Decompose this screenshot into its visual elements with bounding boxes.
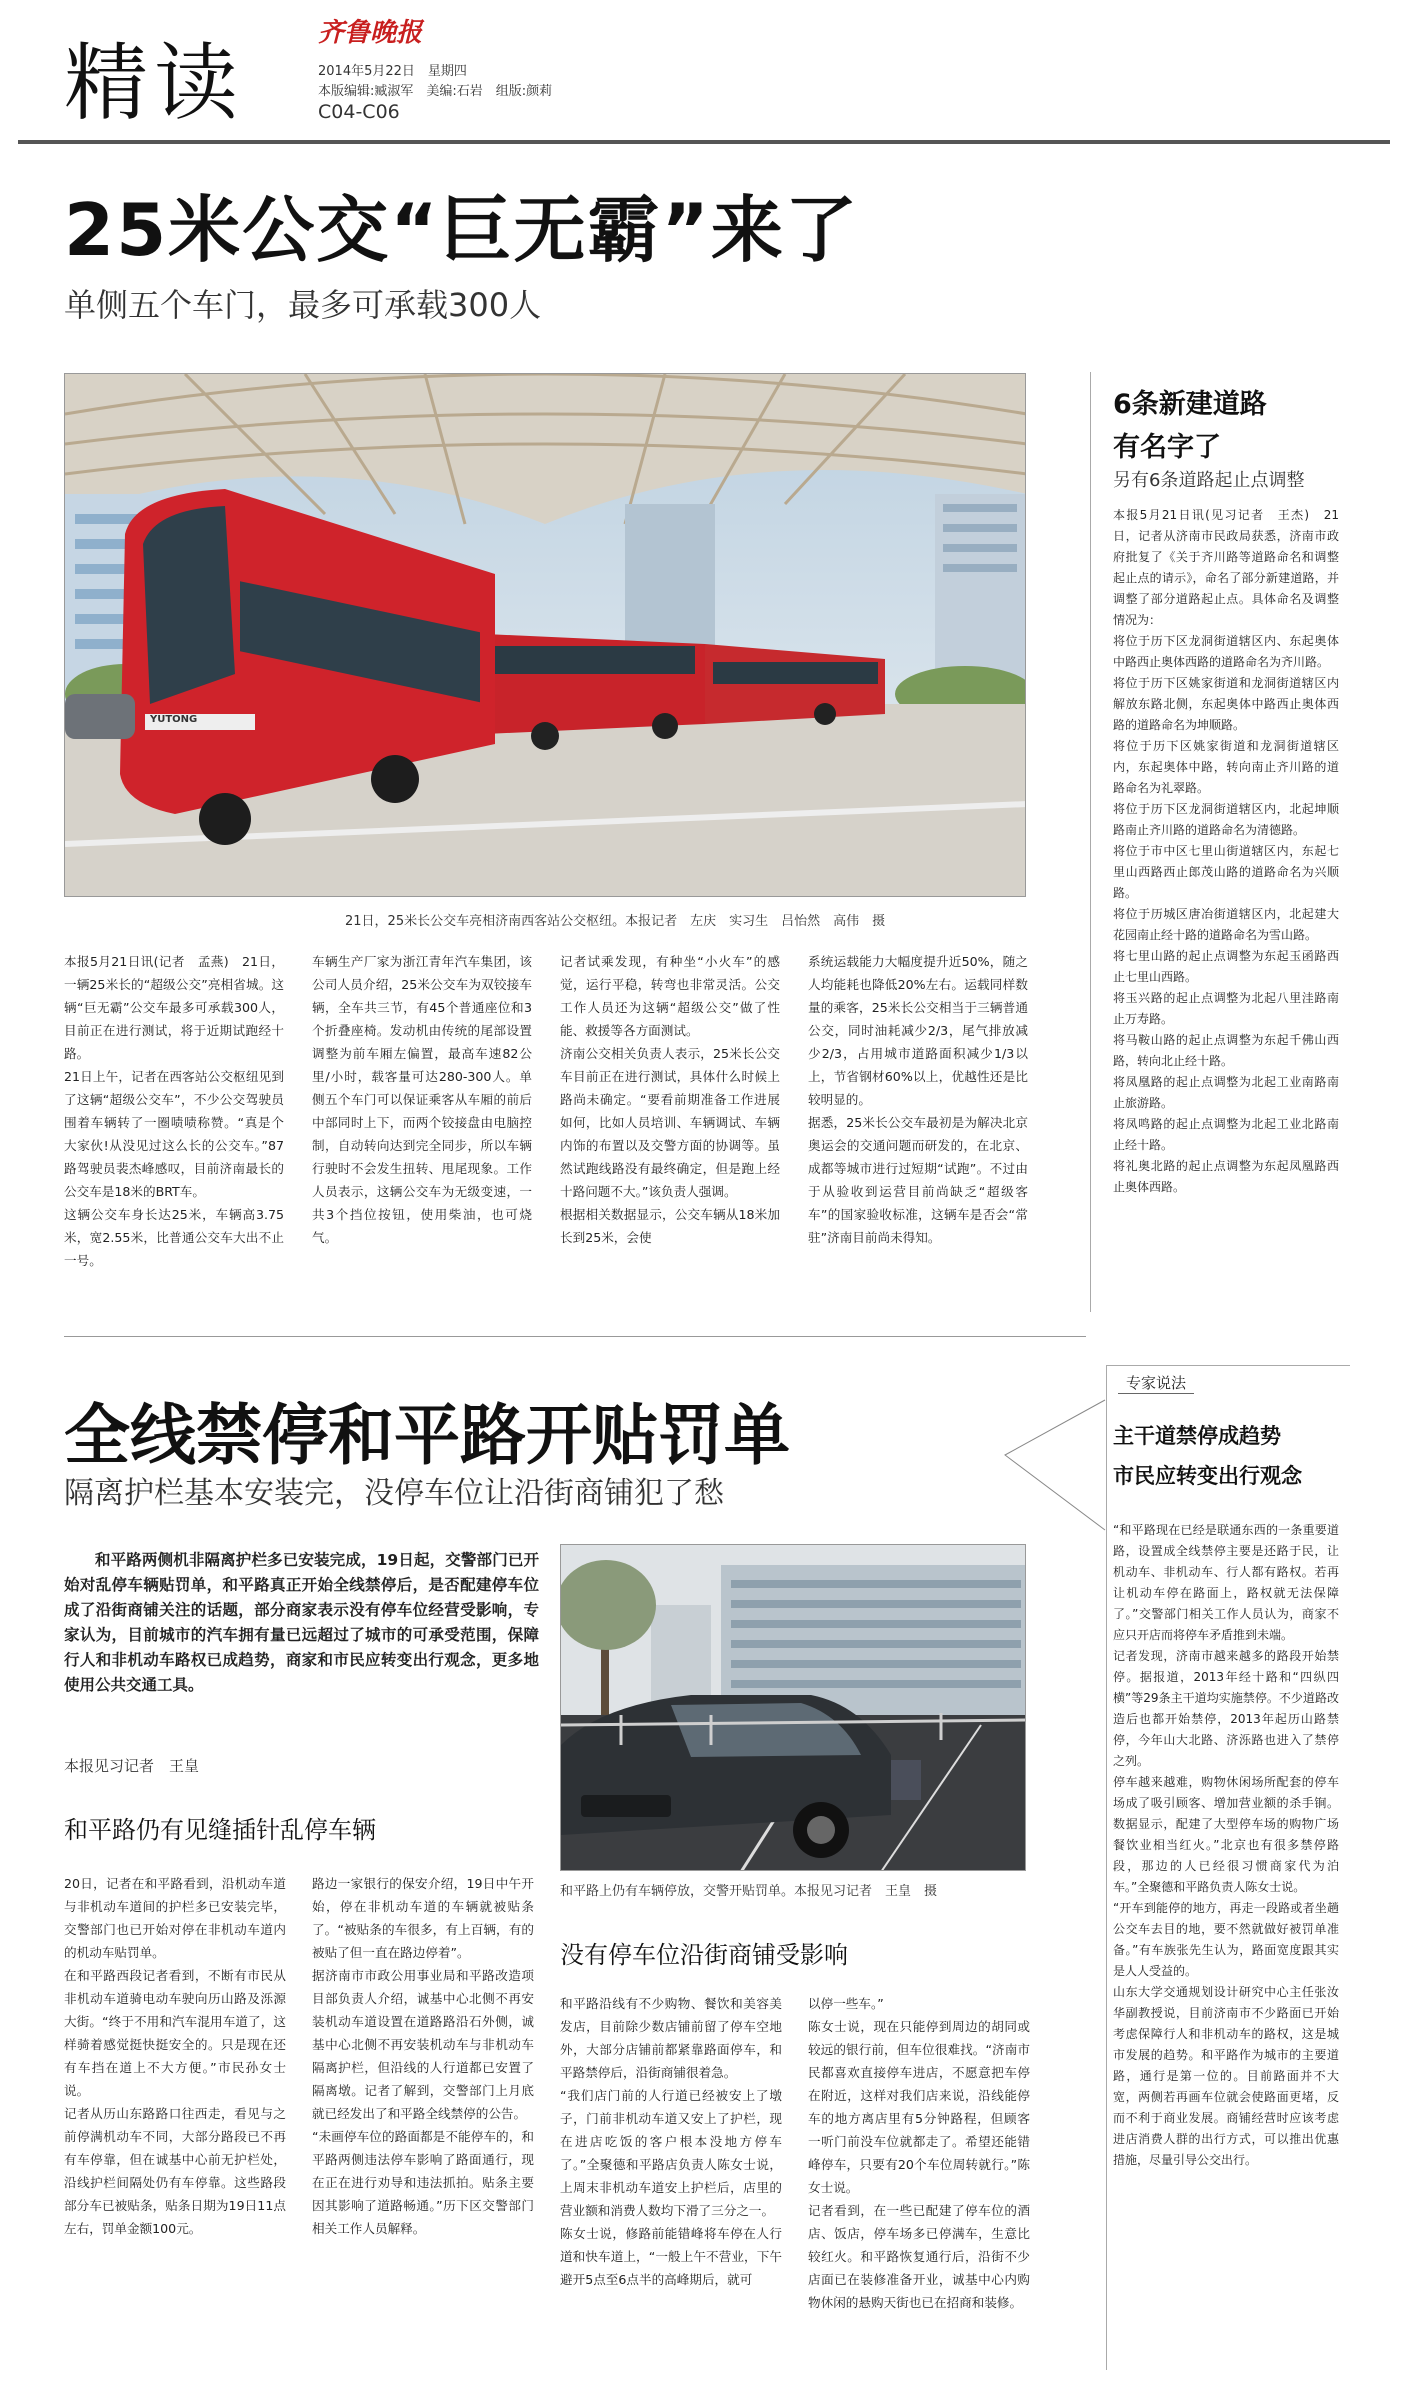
side1-body-text: 本报5月21日讯(见习记者 王杰) 21日，记者从济南市民政局获悉，济南市政府批复了《关于齐川路等道路命名和调整起止点的请示》，命名了部分新建道路，并调整了部分道路起止点。具体命名及调整情况为： 将位于历下区龙洞街道辖区内、东起奥体中路西止奥体西路的道路命名为齐川路。 将位于历下区姚家街道和龙洞街道辖区内解放东路北侧，东起奥体中路西止奥体西路的道路命名为坤顺路。 将位于历下区姚家街道和龙洞街道辖区内，东起奥体中路，转向南止齐川路的道路命名为礼翠路。 将位于历下区龙洞街道辖区内，北起坤顺路南止齐川路的道路命名为清德路。 将位于市中区七里山街道辖区内，东起七里山西路西止郎茂山路的道路命名为兴顺路。 将位于历城区唐冶街道辖区内，北起建大花园南止经十路的道路命名为雪山路。 将七里山路的起止点调整为东起玉函路西止七里山西路。 将玉兴路的起止点调整为北起八里洼路南止万寿路。 将马鞍山路的起止点调整为东起千佛山西路，转向北止经十路。 将凤凰路的起止点调整为北起工业南路南止旅游路。 将凤鸣路的起止点调整为北起工业北路南止经十路。 将礼奥北路的起止点调整为东起凤凰路西止奥体西路。 bbox=[1113, 508, 1339, 1194]
story1-headline: 25米公交“巨无霸”来了 bbox=[64, 188, 859, 272]
expert-body-text: “和平路现在已经是联通东西的一条重要道路，设置成全线禁停主要是还路于民，让机动车、非机动车、行人都有路权。若再让机动车停在路面上，路权就无法保障了。”交警部门相关工作人员认为，商家不应只开店而将停车矛盾推到未端。 记者发现，济南市越来越多的路段开始禁停。据报道，2013年经十路和“四纵四横”等29条主干道均实施禁停。不少道路改造后也都开始禁停，2013年起历山路禁停，今年山大北路、济泺路也进入了禁停之列。 停车越来越难，购物休闲场所配套的停车场成了吸引顾客、增加营业额的杀手锏。数据显示，配建了大型停车场的购物广场餐饮业相当红火。”北京也有很多禁停路段，那边的人已经很习惯商家代为泊车。”全聚德和平路负责人陈女士说。 “开车到能停的地方，再走一段路或者坐趟公交车去目的地，要不然就做好被罚单准备。”有车族张先生认为，路面宽度跟其实是人人受益的。 山东大学交通规划设计研究中心主任张汝华副教授说，目前济南市不少路面已开始考虑保障行人和非机动车的路权，这是城市发展的趋势。和平路作为城市的主要道路，通行是第一位的。目前路面并不大宽，两侧若再画车位就会使路面更堵，反而不利于商业发展。商铺经营时应该考虑进店消费人群的出行方式，可以推出优惠措施，尽量引导公交出行。 bbox=[1113, 1523, 1339, 2167]
story1-col-2-text: 车辆生产厂家为浙江青年汽车集团，该公司人员介绍，25米公交车为双铰接车辆，全车共三节，有45个普通座位和3个折叠座椅。发动机由传统的尾部设置调整为前车厢左偏置，最高车速82公里/小时，载客量可达280-300人。单侧五个车门可以保证乘客从车厢的前后中部同时上下，而两个铰接盘由电脑控制，自动转向达到完全同步，所以车辆行驶时不会发生扭转、甩尾现象。工作人员表示，这辆公交车为无级变速，一共3个挡位按钮，使用柴油，也可烧气。 bbox=[312, 954, 532, 1245]
story1-col-1 bbox=[64, 950, 284, 1350]
story1-subhead: 单侧五个车门，最多可承载300人 bbox=[64, 286, 542, 324]
bus-photo-illustration bbox=[65, 374, 1026, 897]
story2-subhead: 隔离护栏基本安装完，没停车位让沿街商铺犯了愁 bbox=[64, 1476, 724, 1511]
story2-section1-title: 和平路仍有见缝插针乱停车辆 bbox=[64, 1816, 376, 1844]
page-range: C04-C06 bbox=[318, 101, 400, 123]
story-divider bbox=[64, 1336, 1086, 1337]
story2-col-d bbox=[808, 1992, 1030, 2362]
expert-title-line1: 主干道禁停成趋势 bbox=[1113, 1424, 1281, 1448]
staff-credits: 本版编辑:臧淑军 美编:石岩 组版:颜莉 bbox=[318, 84, 553, 99]
story2-byline: 本报见习记者 王皇 bbox=[64, 1757, 200, 1775]
expert-body bbox=[1113, 1520, 1339, 2365]
car-photo bbox=[560, 1544, 1026, 1871]
bus-brand-text: YUTONG bbox=[150, 714, 198, 725]
story2-section2-title: 没有停车位沿街商铺受影响 bbox=[560, 1941, 848, 1969]
story2-col-b bbox=[312, 1872, 534, 2362]
story2-col-b-text: 路边一家银行的保安介绍，19日中午开始，停在非机动车道的车辆就被贴条了。“被贴条的车很多，有上百辆，有的被贴了但一直在路边停着”。 据济南市市政公用事业局和平路改造项目部负责人介绍，诚基中心北侧不再安装机动车道设置在道路路沿石外侧，诚基中心北侧不再安装机动车与非机动车隔离护栏，但沿线的人行道都已安置了隔离墩。记者了解到，交警部门上月底就已经发出了和平路全线禁停的公告。 “未画停车位的路面都是不能停车的，和平路两侧违法停车影响了路面通行，现在正在进行劝导和违法抓拍。贴条主要因其影响了道路畅通。”历下区交警部门相关工作人员解释。 bbox=[312, 1876, 534, 2236]
story1-col-4 bbox=[808, 950, 1028, 1350]
story2-col-d-text: 以停一些车。” 陈女士说，现在只能停到周边的胡同或较远的银行前，但车位很难找。“济南市民都喜欢直接停车进店，不愿意把车停在附近，这样对我们店来说，沿线能停车的地方离店里有5分钟路程，但顾客一听门前没车位就都走了。希望还能错峰停车，只要有20个车位周转就行。”陈女士说。 记者看到，在一些已配建了停车位的酒店、饭店，停车场多已停满车，生意比较红火。和平路恢复通行后，沿街不少店面已在装修准备开业，诚基中心内购物休闲的悬购天街也已在招商和装修。 bbox=[808, 1996, 1030, 2310]
bus-photo-caption: 21日，25米长公交车亮相济南西客站公交枢纽。本报记者 左庆 实习生 吕怡然 高伟 摄 bbox=[345, 914, 886, 929]
car-photo-illustration bbox=[561, 1545, 1026, 1871]
story2-col-a-text: 20日，记者在和平路看到，沿机动车道与非机动车道间的护栏多已安装完毕，交警部门也已开始对停在非机动车道内的机动车贴罚单。 在和平路西段记者看到，不断有市民从非机动车道骑电动车驶向历山路及泺源大街。“终于不用和汽车混用车道了，这样骑着感觉挺快挺安全的。只是现在还有车挡在道上不大方便。”市民孙女士说。 记者从历山东路路口往西走，看见与之前停满机动车不同，大部分路段已不再有车停靠，但在诚基中心前无护栏处，沿线护栏间隔处仍有车停靠。这些路段部分车已被贴条，贴条日期为19日11点左右，罚单金额100元。 bbox=[64, 1876, 286, 2236]
masthead-rule bbox=[18, 140, 1390, 144]
story2-lede bbox=[64, 1548, 539, 1728]
bus-photo bbox=[64, 373, 1026, 897]
story2-lede-text: 和平路两侧机非隔离护栏多已安装完成，19日起，交警部门已开始对乱停车辆贴罚单，和平路真正开始全线禁停后，是否配建停车位成了沿街商铺关注的话题，部分商家表示没有停车位经营受影响，专家认为，目前城市的汽车拥有量已远超过了城市的可承受范围，保障行人和非机动车路权已成趋势，商家和市民应转变出行观念，更多地使用公共交通工具。 bbox=[64, 1551, 539, 1694]
issue-date: 2014年5月22日 星期四 bbox=[318, 64, 467, 79]
paper-logo: 齐鲁晚报 bbox=[318, 18, 423, 48]
story1-col-1-text: 本报5月21日讯(记者 孟燕) 21日，一辆25米长的“超级公交”亮相省城。这辆“巨无霸”公交车最多可承载300人，目前正在进行测试，将于近期试跑经十路。 21日上午，记者在西客站公交枢纽见到了这辆“超级公交车”，不少公交驾驶员围着车辆转了一圈啧啧称赞。“真是个大家伙!从没见过这么长的公交车。”87路驾驶员裴杰峰感叹，目前济南最长的公交车是18米的BRT车。 这辆公交车身长达25米，车辆高3.75米，宽2.55米，比普通公交车大出不止一号。 bbox=[64, 954, 284, 1268]
sidebar-divider-top bbox=[1090, 372, 1091, 1312]
section-title: 精读 bbox=[64, 34, 245, 132]
side1-title-line2: 有名字了 bbox=[1113, 432, 1221, 463]
story1-col-2 bbox=[312, 950, 532, 1350]
story2-col-a bbox=[64, 1872, 286, 2362]
side1-title-line1: 6条新建道路 bbox=[1113, 389, 1267, 420]
expert-title-line2: 市民应转变出行观念 bbox=[1113, 1464, 1302, 1488]
story2-col-c-text: 和平路沿线有不少购物、餐饮和美容美发店，目前除少数店铺前留了停车空地外，大部分店铺前都紧靠路面停车，和平路禁停后，沿街商铺很着急。 “我们店门前的人行道已经被安上了墩子，门前非机动车道又安上了护栏，现在进店吃饭的客户根本没地方停车了。”全聚德和平路店负责人陈女士说，上周末非机动车道安上护栏后，店里的营业额和消费人数均下滑了三分之一。 陈女士说，修路前能错峰将车停在人行道和快车道上，“一般上午不营业，下午避开5点至6点半的高峰期后，就可 bbox=[560, 1996, 782, 2287]
side1-subhead: 另有6条道路起止点调整 bbox=[1113, 470, 1305, 491]
expert-callout-pointer bbox=[1000, 1395, 1110, 1535]
story1-col-4-text: 系统运载能力大幅度提升近50%，随之人均能耗也降低20%左右。运载同样数量的乘客，25米长公交相当于三辆普通公交，同时油耗减少2/3，尾气排放减少2/3，占用城市道路面积减少1/3以上，节省钢材60%以上，优越性还是比较明显的。 据悉，25米长公交车最初是为解决北京奥运会的交通问题而研发的，在北京、成都等城市进行过短期“试跑”。不过由于从验收到运营目前尚缺乏“超级客车”的国家验收标准，这辆车是否会“常驻”济南目前尚未得知。 bbox=[808, 954, 1028, 1245]
side1-body bbox=[1113, 505, 1339, 1305]
masthead bbox=[0, 0, 1409, 150]
expert-label: 专家说法 bbox=[1118, 1372, 1194, 1394]
car-photo-caption: 和平路上仍有车辆停放，交警开贴罚单。本报见习记者 王皇 摄 bbox=[560, 1884, 938, 1899]
story2-col-c bbox=[560, 1992, 782, 2362]
story2-headline: 全线禁停和平路开贴罚单 bbox=[64, 1397, 790, 1474]
story1-col-3 bbox=[560, 950, 780, 1350]
story1-col-3-text: 记者试乘发现，有种坐“小火车”的感觉，运行平稳，转弯也非常灵活。公交工作人员还为这辆“超级公交”做了性能、救援等各方面测试。 济南公交相关负责人表示，25米长公交车目前正在进行测试，具体什么时候上路尚未确定。“要看前期准备工作进展如何，比如人员培训、车辆调试、车辆内饰的布置以及交警方面的协调等。虽然试跑线路没有最终确定，但是跑上经十路问题不大。”该负责人强调。 根据相关数据显示，公交车辆从18米加长到25米，会使 bbox=[560, 954, 780, 1245]
